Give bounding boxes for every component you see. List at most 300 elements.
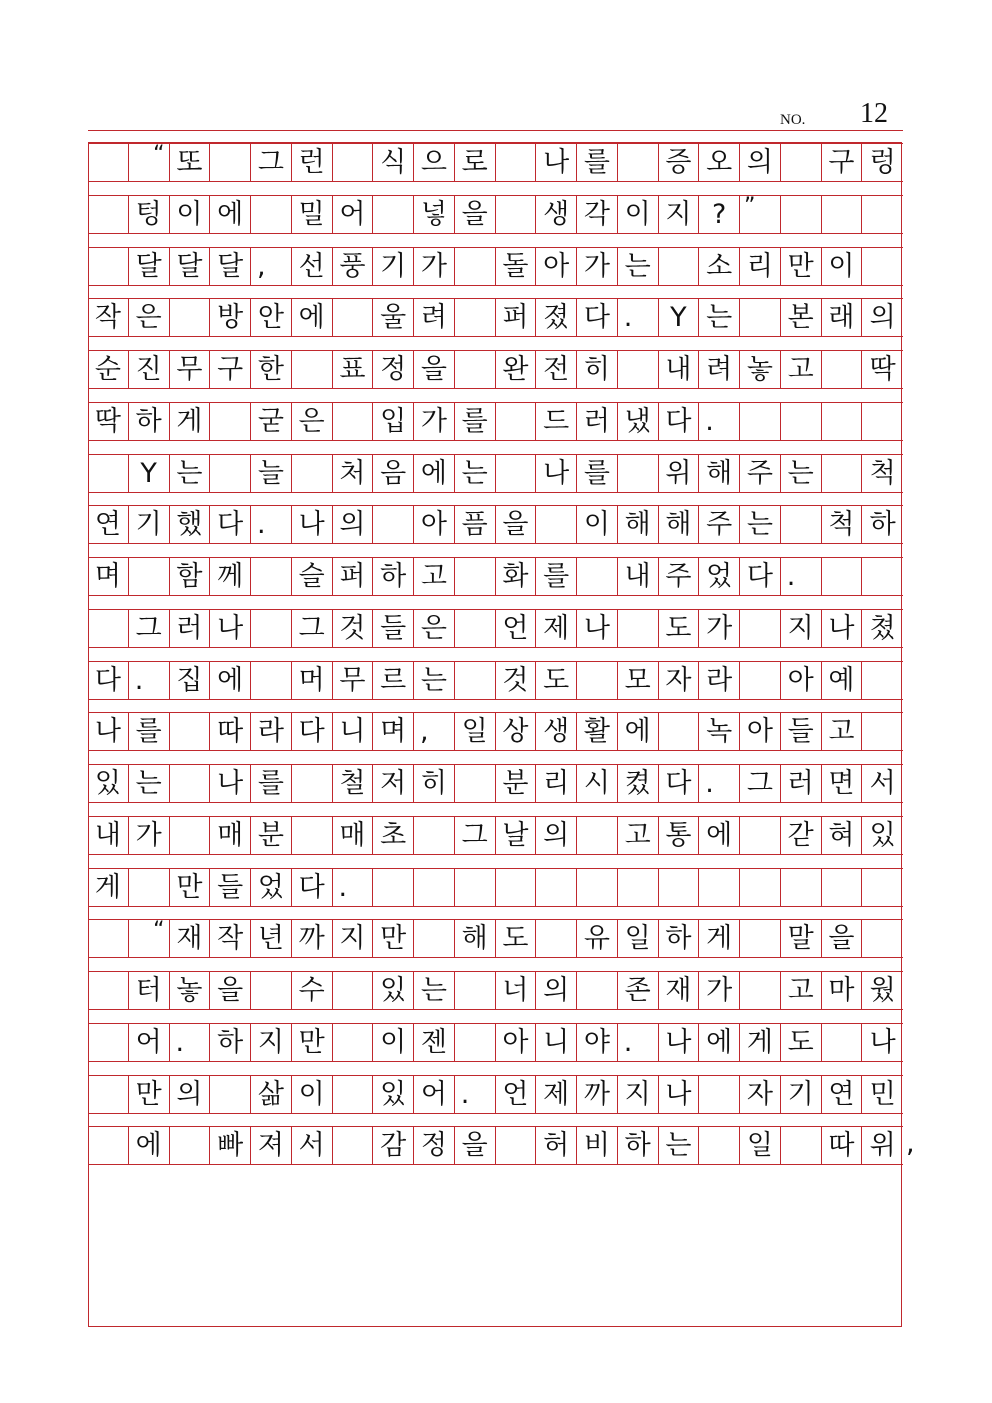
grid-cell: 도 [781,1024,822,1061]
grid-cell: 냈 [618,403,659,440]
grid-row [88,868,903,907]
grid-cell: 를 [536,558,577,595]
grid-cell: 생 [536,713,577,750]
grid-cell: 러 [577,403,618,440]
grid-cell: 게 [170,403,211,440]
grid-cell: 을 [822,920,863,957]
grid-cell: 서 [292,1127,333,1164]
grid-cell [659,869,700,906]
grid-cell [822,351,863,388]
grid-cell: 픔 [455,506,496,543]
grid-row [88,1126,903,1165]
grid-cell [740,299,781,336]
grid-cell [862,558,903,595]
grid-cell: 주 [659,558,700,595]
grid-cell [455,610,496,647]
grid-cell: 은 [292,403,333,440]
grid-cell: 는 [781,455,822,492]
grid-cell: 상 [496,713,537,750]
grid-cell: ” [740,196,781,233]
grid-cell [333,1127,374,1164]
grid-cell [781,506,822,543]
grid-cell: 초 [373,817,414,854]
grid-cell: 나 [88,713,129,750]
grid-cell: 넣 [414,196,455,233]
grid-cell: 무 [333,662,374,699]
grid-cell [455,558,496,595]
grid-cell: 나 [292,506,333,543]
grid-cell: 하 [373,558,414,595]
grid-cell: 는 [455,455,496,492]
grid-cell: 까 [292,920,333,957]
grid-cell: 는 [659,1127,700,1164]
grid-cell: 재 [170,920,211,957]
grid-cell [88,1024,129,1061]
grid-cell: 매 [210,817,251,854]
grid-cell: “ [129,144,170,181]
grid-cell: 또 [170,144,211,181]
grid-row [88,1023,903,1062]
grid-cell [781,196,822,233]
grid-cell: 구 [822,144,863,181]
grid-cell: 유 [577,920,618,957]
grid-cell [862,662,903,699]
grid-cell [251,558,292,595]
grid-cell: 들 [210,869,251,906]
grid-row [88,402,903,441]
grid-cell [210,403,251,440]
grid-cell [414,817,455,854]
grid-cell: 언 [496,1076,537,1113]
grid-cell: 저 [373,765,414,802]
grid-cell [536,506,577,543]
grid-cell: . [699,403,740,440]
grid-cell [618,455,659,492]
grid-cell [862,403,903,440]
grid-cell: 이 [618,196,659,233]
grid-cell: 활 [577,713,618,750]
grid-cell: 척 [822,506,863,543]
grid-cell: 머 [292,662,333,699]
grid-cell [577,972,618,1009]
grid-cell: 달 [210,248,251,285]
grid-cell [496,403,537,440]
page-number-label: NO. [780,112,806,128]
grid-cell: 니 [536,1024,577,1061]
grid-cell: 증 [659,144,700,181]
grid-cell: 모 [618,662,659,699]
grid-cell [618,869,659,906]
grid-cell [862,920,903,957]
grid-row [88,971,903,1010]
grid-cell: 돌 [496,248,537,285]
grid-cell [862,248,903,285]
grid-cell: 퍼 [496,299,537,336]
grid-cell: 를 [577,455,618,492]
grid-cell: 내 [88,817,129,854]
grid-cell [88,1076,129,1113]
grid-cell: 달 [170,248,211,285]
grid-cell [496,455,537,492]
grid-cell [373,869,414,906]
grid-cell [740,869,781,906]
grid-cell: 렁 [869,147,896,178]
grid-cell: 도 [659,610,700,647]
grid-cell: 히 [414,765,455,802]
grid-cell: 갇 [781,817,822,854]
grid-row [88,557,903,596]
grid-cell [88,972,129,1009]
grid-cell: 를 [455,403,496,440]
grid-cell: 어 [414,1076,455,1113]
grid-cell [170,713,211,750]
grid-cell: 을 [210,972,251,1009]
grid-cell: 기 [129,506,170,543]
grid-cell: 본 [781,299,822,336]
grid-cell: 는 [618,248,659,285]
grid-cell [822,455,863,492]
grid-row [88,350,903,389]
grid-cell: 풍 [333,248,374,285]
margin-overflow-comma: , [906,1128,915,1160]
grid-cell: 집 [170,662,211,699]
grid-cell: . [129,662,170,699]
grid-cell: 하 [129,403,170,440]
grid-cell [862,196,903,233]
grid-cell: 젠 [414,1024,455,1061]
grid-cell [292,351,333,388]
grid-cell: 주 [740,455,781,492]
grid-cell [781,403,822,440]
grid-cell [822,196,863,233]
grid-cell: 이 [292,1076,333,1113]
grid-cell: 따 [822,1127,863,1164]
grid-cell [781,144,822,181]
grid-row [88,764,903,803]
grid-cell [455,351,496,388]
grid-cell: 하 [618,1127,659,1164]
grid-cell: 놓 [740,351,781,388]
grid-cell: 정 [373,351,414,388]
grid-row [88,609,903,648]
grid-cell: . [170,1024,211,1061]
grid-cell: 는 [129,765,170,802]
grid-cell [699,869,740,906]
grid-cell: 고 [781,351,822,388]
grid-cell: 웠 [869,975,896,1006]
grid-cell [88,455,129,492]
grid-cell [699,1076,740,1113]
grid-cell: 기 [373,248,414,285]
grid-cell: 나 [536,144,577,181]
grid-cell: 드 [536,403,577,440]
grid-cell [333,144,374,181]
grid-cell [496,869,537,906]
grid-cell: 의 [740,144,781,181]
grid-cell: . [333,869,374,906]
grid-cell: 해 [659,506,700,543]
grid-cell [251,196,292,233]
grid-cell [577,817,618,854]
grid-cell: 날 [496,817,537,854]
grid-cell: 위 [659,455,700,492]
grid-cell: 기 [781,1076,822,1113]
grid-row [88,816,903,855]
grid-cell: 만 [781,248,822,285]
grid-cell: 라 [251,713,292,750]
grid-cell [740,610,781,647]
grid-row [88,661,903,700]
grid-cell [781,1127,822,1164]
grid-cell [292,765,333,802]
grid-cell: 척 [869,457,896,489]
grid-cell [455,869,496,906]
grid-cell: 며 [88,558,129,595]
grid-row [88,298,903,337]
grid-cell: 의 [170,1076,211,1113]
grid-cell: . [699,765,740,802]
grid-cell: 나 [210,610,251,647]
grid-cell: 나 [210,765,251,802]
grid-cell: 각 [577,196,618,233]
grid-cell: 게 [740,1024,781,1061]
page-number: 12 [860,98,888,129]
grid-cell [455,662,496,699]
grid-cell: 해 [455,920,496,957]
grid-cell: 다 [210,506,251,543]
grid-cell: 다 [740,558,781,595]
grid-cell [333,1076,374,1113]
grid-cell [740,662,781,699]
grid-cell: 만 [129,1076,170,1113]
grid-cell: 아 [781,662,822,699]
grid-cell: 이 [170,196,211,233]
grid-cell [740,403,781,440]
grid-cell: 화 [496,558,537,595]
grid-cell: 히 [577,351,618,388]
grid-cell [536,920,577,957]
grid-cell: 연 [88,506,129,543]
grid-row [88,1075,903,1114]
grid-cell [577,662,618,699]
grid-row [88,143,903,182]
grid-cell [210,455,251,492]
grid-cell: 자 [659,662,700,699]
grid-row [88,919,903,958]
grid-cell: , [414,713,455,750]
grid-cell: 일 [455,713,496,750]
grid-cell: 지 [251,1024,292,1061]
grid-cell: 가 [414,403,455,440]
grid-cell: 밀 [292,196,333,233]
grid-cell: 라 [699,662,740,699]
grid-cell [251,972,292,1009]
grid-cell: 생 [536,196,577,233]
grid-cell [88,920,129,957]
grid-cell: 나 [822,610,863,647]
grid-cell: 고 [618,817,659,854]
grid-cell [659,713,700,750]
grid-cell: 켰 [618,765,659,802]
grid-cell: 아 [496,1024,537,1061]
header-rule [88,130,903,131]
grid-cell: 었 [699,558,740,595]
grid-cell [577,558,618,595]
grid-cell: 함 [170,558,211,595]
grid-cell [88,144,129,181]
grid-cell: 선 [292,248,333,285]
grid-cell: 려 [699,351,740,388]
grid-cell: 에 [210,196,251,233]
grid-cell [455,299,496,336]
grid-cell: 까 [577,1076,618,1113]
grid-cell [333,972,374,1009]
grid-cell: 를 [251,765,292,802]
grid-cell: 놓 [170,972,211,1009]
grid-cell: ? [699,196,740,233]
grid-cell: 완 [496,351,537,388]
grid-cell: 에 [129,1127,170,1164]
grid-row [88,454,903,493]
grid-cell: 리 [740,248,781,285]
grid-cell: 굳 [251,403,292,440]
grid-cell [210,1076,251,1113]
grid-cell [577,869,618,906]
grid-cell: . [618,1024,659,1061]
grid-cell: 있 [373,972,414,1009]
page-header [88,96,903,130]
grid-cell: 만 [170,869,211,906]
grid-cell: 만 [373,920,414,957]
grid-cell: 그 [129,610,170,647]
grid-cell: 수 [292,972,333,1009]
grid-cell: 철 [333,765,374,802]
grid-cell: 재 [659,972,700,1009]
grid-cell: 서 [869,768,896,799]
grid-cell [333,1024,374,1061]
grid-cell: 허 [536,1127,577,1164]
grid-cell: 이 [373,1024,414,1061]
grid-cell: 를 [129,713,170,750]
grid-cell: 아 [414,506,455,543]
grid-cell: 께 [210,558,251,595]
grid-cell [88,196,129,233]
grid-cell: 구 [210,351,251,388]
grid-cell: 리 [536,765,577,802]
grid-cell: 내 [618,558,659,595]
grid-cell: 해 [699,455,740,492]
grid-cell: 통 [659,817,700,854]
grid-cell [496,144,537,181]
grid-cell: 시 [577,765,618,802]
grid-cell [740,920,781,957]
grid-cell: 전 [536,351,577,388]
grid-cell: 딱 [869,354,896,385]
grid-cell: 가 [414,248,455,285]
grid-cell: 정 [414,1127,455,1164]
grid-cell: 나 [869,1026,896,1058]
grid-cell: 게 [699,920,740,957]
grid-cell: Y [129,455,170,492]
grid-cell: 에 [699,817,740,854]
grid-cell: 딱 [88,403,129,440]
grid-cell: 로 [455,144,496,181]
grid-cell [862,713,903,750]
grid-cell: 려 [414,299,455,336]
grid-cell: 입 [373,403,414,440]
grid-cell [536,869,577,906]
grid-cell: 빠 [210,1127,251,1164]
grid-cell: 혀 [822,817,863,854]
grid-cell: 오 [699,144,740,181]
grid-cell: 늘 [251,455,292,492]
grid-cell: 러 [170,610,211,647]
grid-cell: 을 [455,196,496,233]
grid-cell [822,403,863,440]
grid-cell: . [781,558,822,595]
grid-cell: 는 [740,506,781,543]
grid-cell [822,869,863,906]
grid-cell [455,765,496,802]
grid-cell: 제 [536,610,577,647]
grid-cell: 자 [740,1076,781,1113]
grid-cell: Y [659,299,700,336]
grid-cell: 것 [496,662,537,699]
grid-cell [455,972,496,1009]
grid-row [88,195,903,234]
grid-cell: 따 [210,713,251,750]
grid-cell: 예 [822,662,863,699]
grid-cell: 며 [373,713,414,750]
grid-cell: 삶 [251,1076,292,1113]
grid-cell [455,248,496,285]
grid-cell: 울 [373,299,414,336]
grid-cell: 는 [699,299,740,336]
grid-cell [618,351,659,388]
grid-cell: . [455,1076,496,1113]
grid-cell: 퍼 [333,558,374,595]
grid-cell [170,1127,211,1164]
grid-cell [740,972,781,1009]
grid-cell: , [251,248,292,285]
grid-cell: 일 [618,920,659,957]
grid-cell: 했 [170,506,211,543]
grid-cell: 다 [659,765,700,802]
grid-cell: 은 [414,610,455,647]
grid-cell [251,610,292,647]
grid-cell: 다 [292,869,333,906]
grid-cell: 을 [496,506,537,543]
grid-cell: 있 [373,1076,414,1113]
grid-cell: 르 [373,662,414,699]
grid-cell: 러 [781,765,822,802]
grid-cell: 음 [373,455,414,492]
grid-cell: 텅 [129,196,170,233]
grid-cell: 에 [618,713,659,750]
grid-cell [129,869,170,906]
grid-cell: 가 [699,610,740,647]
grid-cell [333,403,374,440]
grid-cell: 고 [414,558,455,595]
grid-cell: 을 [414,351,455,388]
grid-cell: 일 [740,1127,781,1164]
grid-cell [129,558,170,595]
grid-cell: 안 [251,299,292,336]
grid-cell: 나 [536,455,577,492]
grid-cell: 를 [577,144,618,181]
grid-cell: 지 [618,1076,659,1113]
grid-cell [373,196,414,233]
